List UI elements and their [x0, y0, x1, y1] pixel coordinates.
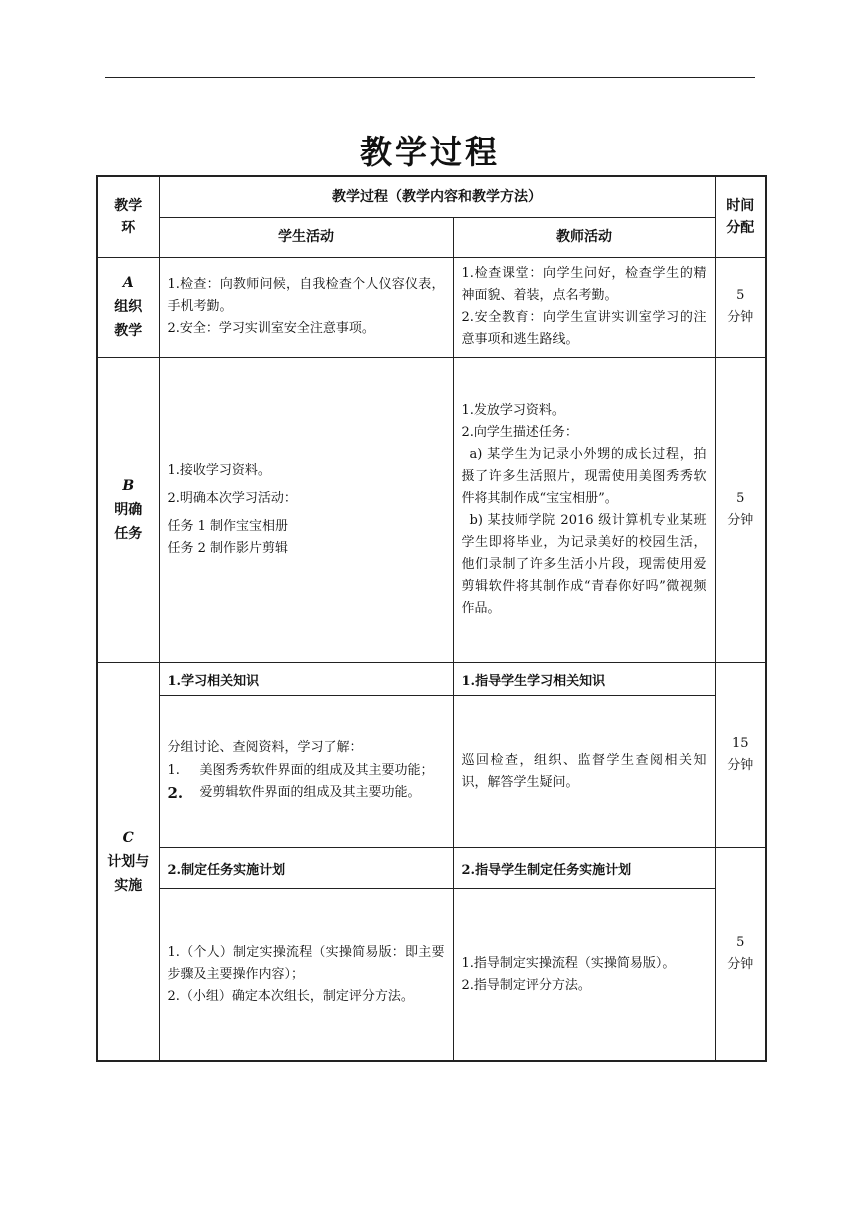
section-b-teacher-line: b) 某技师学院 2016 级计算机专业某班学生即将毕业，为记录美好的校园生活，他们录制了许多生活小片段，现需使用爱剪辑软件将其制作成“青春你好吗”微视频作品。	[461, 512, 707, 616]
section-c-part2-time-value: 5	[736, 935, 745, 951]
section-b-student-line: 1.接收学习资料。	[167, 462, 271, 478]
section-c-part1-student-title: 1.学习相关知识	[159, 663, 453, 696]
section-c-part1-intro: 分组讨论、查阅资料，学习了解：	[167, 739, 363, 755]
list-item-number: 2.	[167, 783, 184, 802]
section-b-row	[97, 357, 766, 662]
list-item	[168, 785, 445, 801]
header-stage: 教学环	[97, 176, 159, 257]
section-a-student	[159, 257, 453, 357]
section-c-part1-content-row	[97, 696, 766, 848]
section-b-time-value: 5	[736, 490, 745, 506]
stage-b-letter: B	[122, 477, 135, 494]
section-c-part2-time-unit: 分钟	[727, 957, 754, 973]
section-c-part1-list	[168, 763, 445, 801]
section-c-part1-time	[715, 663, 766, 848]
section-b-student-line: 2.明确本次学习活动：	[167, 490, 297, 506]
header-time: 时间分配	[715, 176, 766, 257]
list-item-number: 1.	[167, 762, 180, 778]
section-c-part1-student	[159, 696, 453, 848]
stage-b	[97, 357, 159, 662]
section-b-teacher-line: 2.向学生描述任务：	[461, 424, 578, 440]
section-b-student	[159, 357, 453, 662]
section-c-part2-teacher-title: 2.指导学生制定任务实施计划	[453, 848, 715, 889]
stage-b-name: 明确任务	[114, 501, 143, 542]
section-c-part1-title-row	[97, 663, 766, 696]
section-a-teacher-line: 2.安全教育：向学生宣讲实训室学习的注意事项和逃生路线。	[461, 310, 707, 348]
section-a-student-line: 1.检查：向教师问候，自我检查个人仪容仪表，手机考勤。	[167, 277, 445, 315]
section-b-teacher-line: a) 某学生为记录小外甥的成长过程，拍摄了许多生活照片，现需使用美图秀秀软件将其制作成“宝宝相册”。	[461, 446, 707, 506]
header-student-activity: 学生活动	[159, 217, 453, 257]
list-item-text: 美图秀秀软件界面的组成及其主要功能；	[199, 762, 434, 778]
section-c-part2-content-row	[97, 889, 766, 1061]
section-c-part1-teacher	[453, 696, 715, 848]
section-c-part2-student-line: 1.（个人）制定实操流程（实操简易版：即主要步骤及主要操作内容）；	[167, 944, 445, 982]
header-teacher-activity: 教师活动	[453, 217, 715, 257]
section-c-part2-student-line: 2.（小组）确定本次组长，制定评分方法。	[167, 988, 414, 1004]
section-c-part1-teacher-text: 巡回检查，组织、监督学生查阅相关知识，解答学生疑问。	[461, 752, 707, 790]
section-b-student-line: 任务 1 制作宝宝相册	[167, 518, 289, 534]
section-c-part1-time-unit: 分钟	[727, 758, 754, 774]
section-c-part2-teacher	[453, 889, 715, 1061]
section-a-teacher-line: 1.检查课堂：向学生问好，检查学生的精神面貌、着装，点名考勤。	[461, 266, 707, 304]
section-b-time	[715, 357, 766, 662]
header-process: 教学过程（教学内容和教学方法）	[159, 176, 715, 217]
section-c-part2-student	[159, 889, 453, 1061]
section-a-time-value: 5	[736, 288, 745, 304]
page-title: 教学过程	[359, 133, 500, 171]
page-header-rule	[105, 77, 755, 78]
lesson-process-table	[96, 175, 767, 1062]
section-c-part2-student-title: 2.制定任务实施计划	[159, 848, 453, 889]
section-c-part2-time	[715, 848, 766, 1061]
section-a-teacher	[453, 257, 715, 357]
stage-c-letter: C	[122, 829, 134, 846]
section-a-student-line: 2.安全：学习实训室安全注意事项。	[167, 321, 375, 337]
section-c-part1-teacher-title: 1.指导学生学习相关知识	[453, 663, 715, 696]
section-a-time	[715, 257, 766, 357]
section-a-time-unit: 分钟	[727, 310, 754, 326]
section-c-part2-teacher-line: 2.指导制定评分方法。	[461, 977, 591, 993]
stage-a-name: 组织教学	[114, 299, 143, 340]
section-c-part2-title-row	[97, 848, 766, 889]
stage-a	[97, 257, 159, 357]
stage-c-name: 计划与实施	[107, 853, 150, 894]
section-b-time-unit: 分钟	[727, 512, 754, 528]
section-b-teacher-line: 1.发放学习资料。	[461, 402, 565, 418]
section-c-part2-teacher-line: 1.指导制定实操流程（实操简易版）。	[461, 955, 676, 971]
stage-a-letter: A	[122, 275, 134, 292]
section-b-student-line: 任务 2 制作影片剪辑	[167, 540, 289, 556]
section-c-part1-time-value: 15	[731, 736, 749, 752]
section-a-row	[97, 257, 766, 357]
list-item	[168, 763, 445, 779]
stage-c	[97, 663, 159, 1061]
section-b-teacher	[453, 357, 715, 662]
list-item-text: 爱剪辑软件界面的组成及其主要功能。	[199, 784, 421, 800]
